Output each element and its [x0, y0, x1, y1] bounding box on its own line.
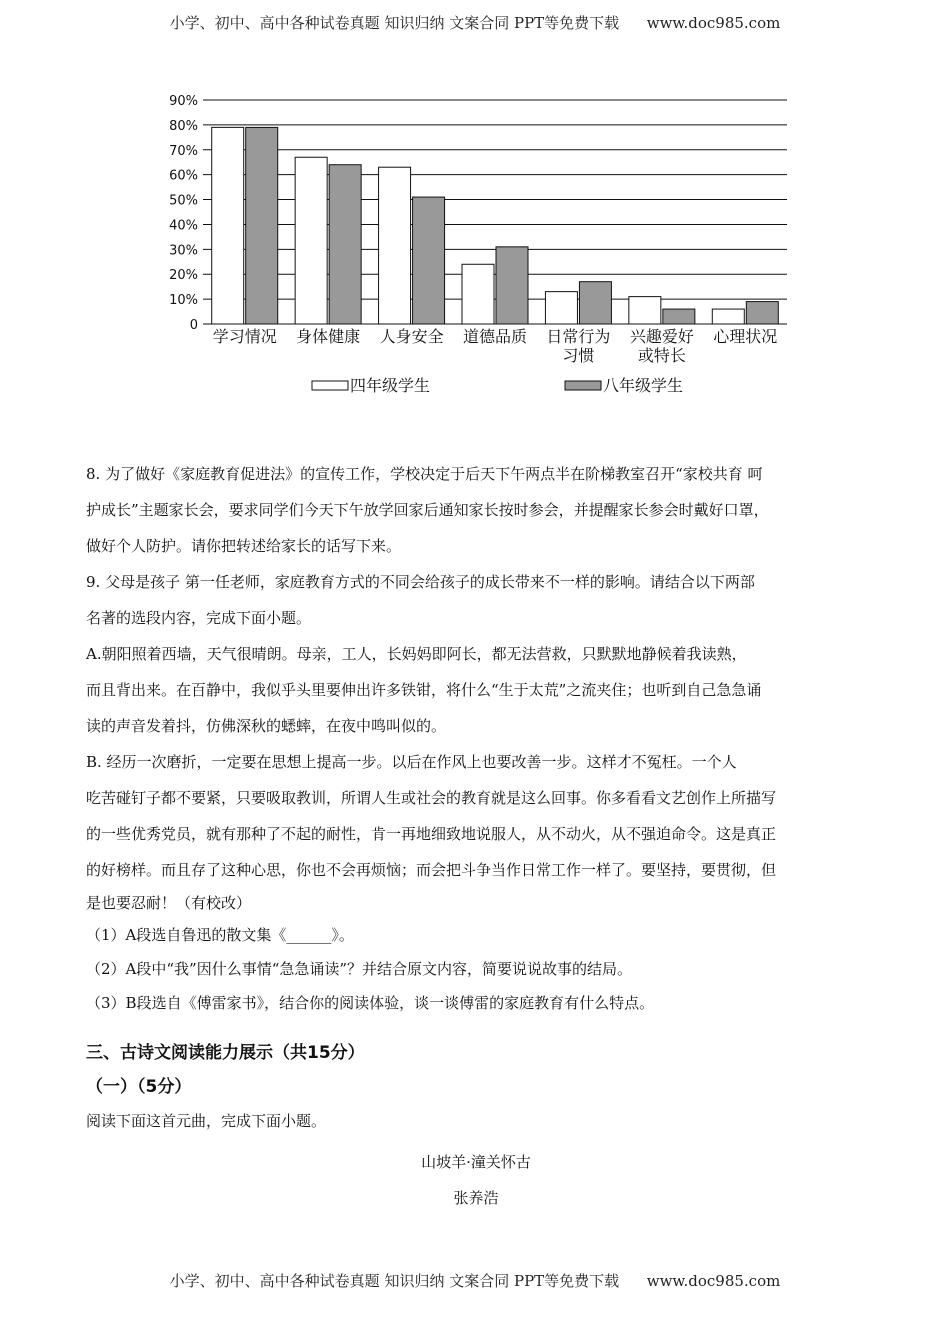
bar-grade4: [295, 157, 327, 324]
q8-line: 护成长”主题家长会，要求同学们今天下午放学回家后通知家长按时参会，并提醒家长参会时戴好口罩，: [86, 501, 769, 519]
bar-grade4: [629, 297, 661, 324]
bar-grade8: [746, 302, 778, 324]
bar-grade4: [712, 309, 744, 324]
legend-swatch: [312, 381, 348, 390]
sub-question-3: （3）B段选自《傅雷家书》，结合你的阅读体验，谈一谈傅雷的家庭教育有什么特点。: [86, 994, 655, 1012]
x-tick-label: 兴趣爱好: [629, 327, 694, 346]
bar-grade8: [329, 165, 361, 324]
poem-author: 张养浩: [453, 1189, 499, 1207]
bar-grade4: [379, 167, 411, 324]
x-tick-label: 人身安全: [379, 327, 444, 346]
passage-a-line: 而且背出来。在百静中，我似乎头里要伸出许多铁钳，将什么“生于太荒”之流夹住；也听到自己急急诵: [86, 681, 762, 699]
y-tick-label: 40%: [169, 218, 198, 234]
bar-grade8: [246, 127, 278, 324]
y-tick-label: 20%: [169, 268, 198, 284]
passage-b-line: 的好榜样。而且存了这种心思，你也不会再烦恼；而会把斗争当作日常工作一样了。要坚持，要贯彻，但: [86, 861, 777, 879]
bar-grade8: [413, 197, 445, 324]
bar-chart: [160, 88, 800, 408]
page-header: [0, 12, 950, 33]
y-tick-label: 60%: [169, 168, 198, 184]
y-tick-label: 30%: [169, 243, 198, 259]
y-tick-label: 80%: [169, 118, 198, 134]
passage-a-line: 读的声音发着抖，仿佛深秋的蟋蟀，在夜中鸣叫似的。: [86, 717, 447, 735]
instruction: 阅读下面这首元曲，完成下面小题。: [86, 1112, 327, 1130]
x-tick-label: 习惯: [562, 346, 595, 365]
passage-b-line: B. 经历一次磨折，一定要在思想上提高一步。以后在作风上也要改善一步。这样才不冤枉。一个人: [86, 753, 737, 771]
header-url: www.doc985.com: [646, 14, 781, 32]
y-tick-label: 0: [189, 318, 198, 333]
footer-text: 小学、初中、高中各种试卷真题 知识归纳 文案合同 PPT等免费下载: [169, 1272, 620, 1290]
bar-grade8: [496, 247, 528, 324]
section-subtitle: （一）（5分）: [86, 1077, 192, 1097]
q9-intro: 名著的选段内容，完成下面小题。: [86, 609, 312, 627]
y-tick-label: 10%: [169, 293, 198, 309]
x-tick-label: 道德品质: [462, 327, 528, 346]
poem-title: 山坡羊·潼关怀古: [421, 1153, 531, 1171]
question-9: [86, 564, 866, 1020]
passage-b-line: 的一些优秀党员，就有那种了不起的耐性，肯一再地细致地说服人，从不动火，从不强迫命令。这是真正: [86, 825, 777, 843]
x-tick-label: 或特长: [637, 346, 686, 365]
q8-line: 做好个人防护。请你把转述给家长的话写下来。: [86, 537, 402, 555]
q8-line: 8. 为了做好《家庭教育促进法》的宣传工作，学校决定于后天下午两点半在阶梯教室召开“家校共育 呵: [86, 465, 763, 483]
question-8: [86, 456, 866, 564]
bar-grade8: [663, 309, 695, 324]
y-tick-label: 90%: [169, 94, 198, 109]
bar-grade4: [212, 127, 244, 324]
header-text: 小学、初中、高中各种试卷真题 知识归纳 文案合同 PPT等免费下载: [169, 14, 620, 32]
q9-intro: 9. 父母是孩子 第一任老师，家庭教育方式的不同会给孩子的成长带来不一样的影响。请结合以下两部: [86, 573, 755, 591]
legend-label: 八年级学生: [603, 376, 684, 395]
y-tick-label: 70%: [169, 143, 198, 159]
y-tick-label: 50%: [169, 193, 198, 209]
sub-question-1: （1）A段选自鲁迅的散文集《______》。: [86, 926, 354, 944]
section-3: [86, 1036, 866, 1216]
x-tick-label: 学习情况: [212, 327, 277, 346]
passage-b-line: 吃苦碰钉子都不要紧，只要吸取教训，所谓人生或社会的教育就是这么回事。你多看看文艺创作上所描写: [86, 789, 777, 807]
bar-grade4: [462, 264, 494, 324]
sub-question-2: （2）A段中“我”因什么事情“急急诵读”？并结合原文内容，简要说说故事的结局。: [86, 960, 633, 978]
legend-swatch: [565, 381, 601, 390]
section-title: 三、古诗文阅读能力展示（共15分）: [86, 1043, 365, 1063]
x-tick-label: 身体健康: [296, 327, 361, 346]
bar-grade4: [545, 292, 577, 324]
passage-a-line: A.朝阳照着西墙，天气很晴朗。母亲，工人，长妈妈即阿长，都无法营救，只默默地静候着我读熟，: [86, 645, 747, 663]
page-footer: [0, 1270, 950, 1291]
x-tick-label: 日常行为: [546, 327, 611, 346]
x-tick-label: 心理状况: [713, 327, 778, 346]
passage-b-line: 是也要忍耐！（有校改）: [86, 894, 252, 912]
bar-grade8: [579, 282, 611, 324]
legend-label: 四年级学生: [350, 376, 431, 395]
footer-url: www.doc985.com: [646, 1272, 781, 1290]
